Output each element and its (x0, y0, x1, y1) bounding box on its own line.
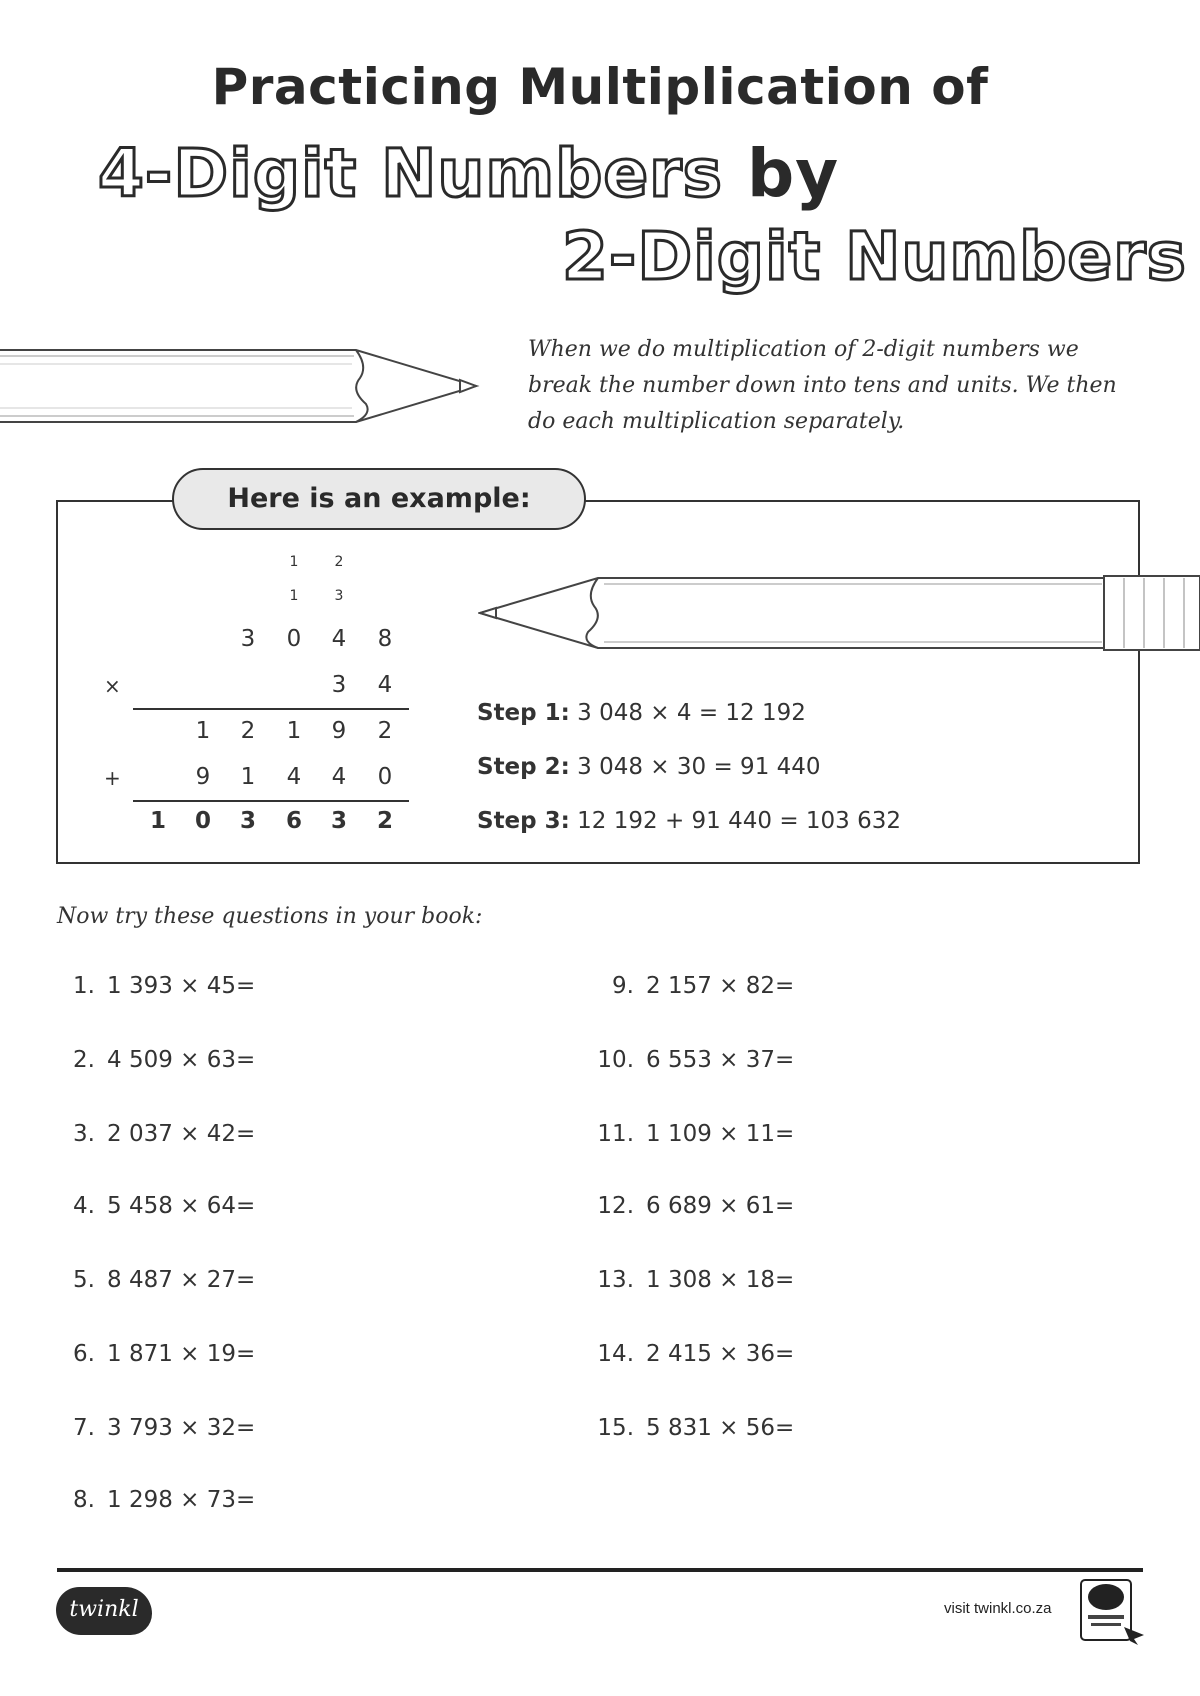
step-text: 3 048 × 4 = 12 192 (577, 700, 806, 726)
question-number: 6. (73, 1341, 95, 1367)
step-1 (477, 700, 806, 726)
step-label: Step 2: (477, 754, 570, 780)
question-text: 2 415 × 36= (646, 1341, 795, 1367)
question-text: 1 393 × 45= (107, 973, 256, 999)
intro-line: break the number down into tens and units. We then (528, 373, 1117, 398)
multiplicand-digit: 0 (286, 626, 302, 652)
partial-product-digit: 1 (240, 764, 256, 790)
question-item (57, 973, 255, 999)
multiplicand-digit: 4 (331, 626, 347, 652)
question-text: 3 793 × 32= (107, 1415, 256, 1441)
question-item (57, 1047, 255, 1073)
question-number: 1. (73, 973, 95, 999)
question-text: 1 298 × 73= (107, 1487, 256, 1513)
result-digit: 0 (194, 808, 211, 834)
subtitle-by-text: by (746, 135, 840, 212)
twinkl-logo[interactable]: twinkl (56, 1587, 152, 1635)
question-text: 1 871 × 19= (107, 1341, 256, 1367)
question-number: 7. (73, 1415, 95, 1441)
carry-digit: 3 (334, 588, 344, 604)
question-text: 2 037 × 42= (107, 1121, 256, 1147)
question-item (596, 1193, 794, 1219)
question-item (57, 1193, 255, 1219)
question-item (57, 1415, 255, 1441)
question-text: 4 509 × 63= (107, 1047, 256, 1073)
multiplicand-digit: 3 (240, 626, 256, 652)
pencil-illustration-top (0, 344, 480, 428)
question-item (57, 1487, 255, 1513)
partial-product-digit: 4 (286, 764, 302, 790)
question-item (57, 1341, 255, 1367)
question-number: 15. (597, 1415, 634, 1441)
partial-product-digit: 1 (195, 718, 211, 744)
question-text: 2 157 × 82= (646, 973, 795, 999)
sum-rule (133, 800, 409, 802)
sum-rule (133, 708, 409, 710)
multiplier-digit: 4 (377, 672, 393, 698)
carry-digit: 2 (334, 554, 344, 570)
question-item (596, 1415, 794, 1441)
result-digit: 6 (285, 808, 302, 834)
result-digit: 3 (239, 808, 256, 834)
question-text: 5 458 × 64= (107, 1193, 256, 1219)
question-text: 1 308 × 18= (646, 1267, 795, 1293)
question-text: 6 689 × 61= (646, 1193, 795, 1219)
partial-product-digit: 9 (195, 764, 211, 790)
partial-product-digit: 4 (331, 764, 347, 790)
step-2 (477, 754, 821, 780)
plus-sign: + (104, 766, 121, 790)
result-digit: 1 (149, 808, 166, 834)
question-item (596, 1121, 794, 1147)
partial-product-digit: 2 (240, 718, 256, 744)
question-item (596, 1047, 794, 1073)
question-text: 6 553 × 37= (646, 1047, 795, 1073)
intro-line: When we do multiplication of 2-digit numbers we (528, 337, 1079, 362)
question-item (57, 1121, 255, 1147)
step-text: 12 192 + 91 440 = 103 632 (577, 808, 902, 834)
question-number: 13. (597, 1267, 634, 1293)
question-item (57, 1267, 255, 1293)
carry-digit: 1 (289, 588, 299, 604)
result-digit: 3 (330, 808, 347, 834)
page-subtitle-line1 (98, 135, 839, 212)
footer-divider (57, 1568, 1143, 1572)
multiply-sign: × (104, 674, 121, 698)
partial-product-digit: 9 (331, 718, 347, 744)
step-label: Step 3: (477, 808, 570, 834)
question-text: 1 109 × 11= (646, 1121, 795, 1147)
page-subtitle-line2: 2-Digit Numbers (562, 218, 1187, 295)
question-item (596, 1267, 794, 1293)
question-number: 10. (597, 1047, 634, 1073)
question-item (596, 973, 794, 999)
multiplicand-digit: 8 (377, 626, 393, 652)
question-number: 14. (597, 1341, 634, 1367)
question-number: 9. (612, 973, 634, 999)
example-heading: Here is an example: (172, 468, 586, 530)
question-number: 3. (73, 1121, 95, 1147)
partial-product-digit: 0 (377, 764, 393, 790)
quality-approved-badge-icon (1078, 1577, 1148, 1647)
step-label: Step 1: (477, 700, 570, 726)
step-text: 3 048 × 30 = 91 440 (577, 754, 821, 780)
question-number: 8. (73, 1487, 95, 1513)
intro-paragraph (528, 332, 1158, 440)
partial-product-digit: 1 (286, 718, 302, 744)
question-number: 12. (597, 1193, 634, 1219)
partial-product-digit: 2 (377, 718, 393, 744)
pencil-illustration-example (478, 574, 1200, 652)
step-3 (477, 808, 901, 834)
question-number: 11. (597, 1121, 634, 1147)
multiplier-digit: 3 (331, 672, 347, 698)
question-item (596, 1341, 794, 1367)
questions-prompt: Now try these questions in your book: (57, 904, 483, 929)
carry-digit: 1 (289, 554, 299, 570)
subtitle-outline-text: 4-Digit Numbers (98, 135, 723, 212)
question-text: 5 831 × 56= (646, 1415, 795, 1441)
question-number: 4. (73, 1193, 95, 1219)
question-number: 5. (73, 1267, 95, 1293)
question-number: 2. (73, 1047, 95, 1073)
page-title: Practicing Multiplication of (211, 58, 989, 116)
intro-line: do each multiplication separately. (528, 409, 905, 434)
result-digit: 2 (376, 808, 393, 834)
question-text: 8 487 × 27= (107, 1267, 256, 1293)
visit-link[interactable]: visit twinkl.co.za (944, 1600, 1052, 1617)
